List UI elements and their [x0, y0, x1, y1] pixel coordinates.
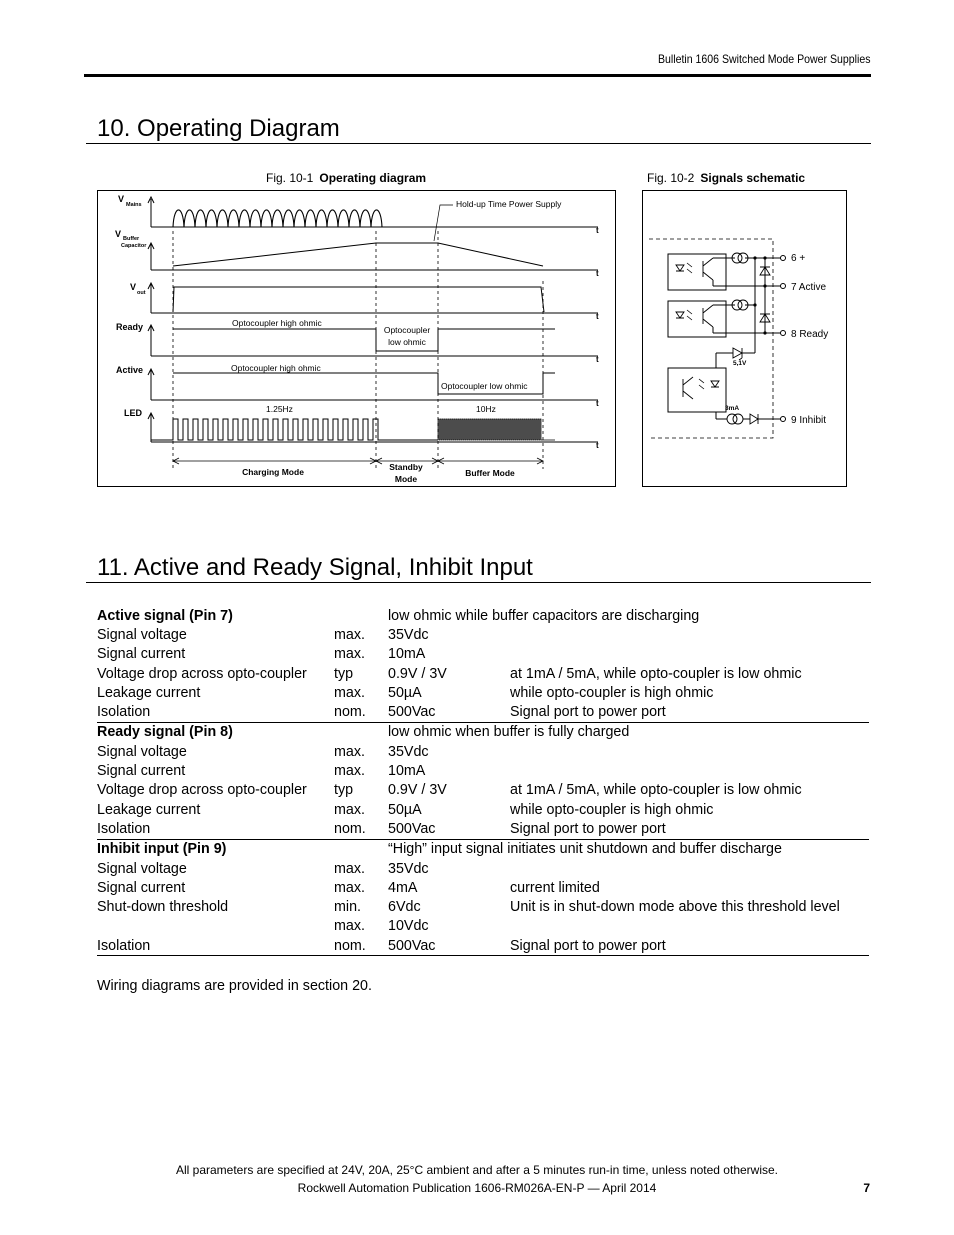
spec-value: 50µA: [388, 801, 422, 818]
spec-row: [97, 664, 869, 683]
spec-note: while opto-coupler is high ohmic: [510, 684, 714, 701]
buffer-voltage-trace: [173, 243, 543, 266]
label-v-out-sub: out: [137, 290, 146, 296]
label-opto-low-ready-2: low ohmic: [388, 337, 426, 347]
pin-7-label: 7 Active: [791, 282, 827, 293]
optocoupler-inhibit: [668, 368, 726, 412]
label-v-mains: V: [118, 194, 125, 204]
spec-param: Signal current: [97, 646, 186, 663]
spec-cond: typ: [334, 782, 354, 799]
spec-row: [97, 878, 869, 897]
spec-value: 35Vdc: [388, 860, 429, 877]
spec-cond: max.: [334, 684, 365, 701]
spec-row: [97, 917, 869, 936]
spec-cond: [334, 606, 388, 625]
spec-group-header: [97, 606, 869, 625]
spec-param: Signal current: [97, 763, 186, 780]
spec-group-header: [97, 839, 869, 859]
signal-spec-table: [97, 606, 869, 956]
spec-note: Signal port to power port: [510, 702, 869, 722]
spec-cond: nom.: [334, 819, 388, 839]
t-label-1: t: [596, 226, 599, 235]
running-header: Bulletin 1606 Switched Mode Power Supplies: [657, 52, 870, 66]
spec-value: “High” input signal initiates unit shutdown and buffer discharge: [388, 841, 782, 858]
optocoupler-ready: [668, 301, 726, 337]
label-v-buffer: V: [115, 229, 122, 239]
footer-note: All parameters are specified at 24V, 20A, 25°C ambient and after a 5 minutes run-in time, unless noted otherwise.: [175, 1163, 778, 1177]
page-number: 7: [863, 1181, 870, 1195]
label-ready: Ready: [116, 322, 144, 332]
spec-value: 6Vdc: [388, 899, 421, 916]
spec-param: Isolation: [97, 936, 334, 956]
spec-value: 500Vac: [388, 702, 510, 722]
section-11-title: 11. Active and Ready Signal, Inhibit Input: [97, 554, 533, 581]
spec-cond: max.: [334, 646, 365, 663]
spec-group-header: [97, 722, 869, 742]
spec-note: at 1mA / 5mA, while opto-coupler is low ohmic: [510, 665, 802, 682]
label-v-out: V: [130, 282, 137, 292]
ready-trace: [173, 329, 555, 351]
holdup-pointer: [434, 205, 453, 241]
spec-note: [510, 742, 869, 761]
spec-cond: max.: [334, 763, 365, 780]
spec-row: [97, 781, 869, 800]
spec-param: Inhibit input (Pin 9): [97, 841, 227, 858]
spec-cond: max.: [334, 860, 365, 877]
label-v-buffer-sub1: Buffer: [123, 236, 140, 242]
spec-cond: max.: [334, 801, 365, 818]
spec-value: 35Vdc: [388, 743, 429, 760]
spec-param: Signal voltage: [97, 626, 187, 643]
label-mode-standby-1: Standby: [389, 462, 423, 472]
spec-param: Voltage drop across opto-coupler: [97, 665, 307, 682]
spec-row: [97, 742, 869, 761]
spec-note: Unit is in shut-down mode above this threshold level: [510, 899, 840, 916]
spec-param: Leakage current: [97, 801, 201, 818]
spec-note: [510, 625, 869, 644]
spec-param: [97, 917, 334, 936]
spec-cond: max.: [334, 626, 365, 643]
mains-waveform: [173, 210, 382, 227]
t-label-5: t: [596, 399, 599, 408]
spec-note: Signal port to power port: [510, 819, 869, 839]
operating-diagram: [97, 190, 616, 487]
label-active: Active: [116, 365, 144, 375]
fig-10-1-number: Fig. 10-1: [266, 171, 314, 185]
section-11-rule: [86, 582, 871, 583]
spec-value: 500Vac: [388, 936, 510, 956]
header-rule: [84, 74, 871, 77]
spec-row: [97, 859, 869, 878]
pin-9-label: 9 Inhibit: [791, 415, 827, 426]
label-v-buffer-sub2: Capacitor: [121, 243, 147, 249]
label-opto-high-ready: Optocoupler high ohmic: [232, 318, 322, 328]
spec-value: 10mA: [388, 646, 426, 663]
spec-row: [97, 645, 869, 664]
t-label-4: t: [596, 355, 599, 364]
spec-cond: max.: [334, 918, 365, 935]
section-10-title: 10. Operating Diagram: [97, 115, 340, 142]
spec-param: Isolation: [97, 702, 334, 722]
signals-schematic-svg: [643, 191, 846, 486]
t-label-6: t: [596, 441, 599, 450]
label-led: LED: [124, 408, 142, 418]
fig-10-1-title: Operating diagram: [319, 171, 427, 185]
spec-value: 4mA: [388, 879, 418, 896]
t-label-3: t: [596, 312, 599, 321]
spec-row: [97, 800, 869, 819]
spec-note: current limited: [510, 879, 600, 896]
spec-note: Signal port to power port: [510, 936, 869, 956]
zener-label: 5,1V: [733, 360, 747, 367]
spec-param: Signal voltage: [97, 860, 187, 877]
label-freq-fast: 10Hz: [476, 404, 496, 414]
operating-diagram-svg: [98, 191, 615, 486]
spec-param: Ready signal (Pin 8): [97, 724, 233, 741]
spec-note: [510, 761, 869, 780]
label-opto-low-active: Optocoupler low ohmic: [441, 381, 528, 391]
spec-value: 500Vac: [388, 819, 510, 839]
spec-cond: [334, 839, 388, 859]
spec-cond: [334, 722, 388, 742]
vout-trace: [173, 287, 544, 312]
spec-note: [510, 859, 869, 878]
spec-param: Isolation: [97, 819, 334, 839]
label-holdup: Hold-up Time Power Supply: [456, 199, 562, 209]
spec-value: 50µA: [388, 684, 422, 701]
spec-cond: min.: [334, 899, 362, 916]
spec-value: 10mA: [388, 763, 426, 780]
wiring-note: Wiring diagrams are provided in section 20.: [97, 978, 372, 994]
fig-10-2-title: Signals schematic: [700, 171, 806, 185]
spec-note: while opto-coupler is high ohmic: [510, 801, 714, 818]
t-label-2: t: [596, 269, 599, 278]
spec-value: low ohmic while buffer capacitors are discharging: [388, 607, 700, 624]
spec-note: [510, 917, 869, 936]
fig-10-1-caption: [266, 171, 426, 185]
spec-row: [97, 819, 869, 839]
spec-param: Signal current: [97, 879, 186, 896]
label-opto-high-active: Optocoupler high ohmic: [231, 363, 321, 373]
label-mode-charging: Charging Mode: [242, 467, 304, 477]
fig-10-2-caption: [647, 171, 805, 185]
spec-cond: nom.: [334, 936, 388, 956]
spec-value: 35Vdc: [388, 626, 429, 643]
spec-cond: typ: [334, 665, 354, 682]
spec-param: Voltage drop across opto-coupler: [97, 782, 307, 799]
spec-row: [97, 625, 869, 644]
spec-param: Shut-down threshold: [97, 899, 229, 916]
led-fast-blink: [438, 419, 555, 440]
label-freq-slow: 1.25Hz: [266, 404, 293, 414]
led-slow-blink: [151, 419, 438, 440]
spec-note: [510, 645, 869, 664]
footer-publication: Rockwell Automation Publication 1606-RM026A-EN-P — April 2014: [297, 1181, 657, 1195]
spec-row: [97, 683, 869, 702]
spec-param: Signal voltage: [97, 743, 187, 760]
spec-cond: nom.: [334, 702, 388, 722]
current-label: 3mA: [725, 405, 740, 412]
spec-row: [97, 761, 869, 780]
signals-schematic: [642, 190, 847, 487]
spec-row: [97, 702, 869, 722]
pin-6-label: 6 +: [791, 253, 806, 264]
label-v-mains-sub: Mains: [126, 202, 142, 208]
spec-value: low ohmic when buffer is fully charged: [388, 724, 630, 741]
spec-value: 0.9V / 3V: [388, 665, 447, 682]
pin-8-label: 8 Ready: [791, 329, 829, 340]
spec-cond: max.: [334, 743, 365, 760]
optocoupler-active: [668, 254, 726, 290]
spec-note: at 1mA / 5mA, while opto-coupler is low ohmic: [510, 782, 802, 799]
spec-cond: max.: [334, 879, 365, 896]
label-opto-low-ready-1: Optocoupler: [383, 325, 431, 335]
fig-10-2-number: Fig. 10-2: [647, 171, 695, 185]
spec-value: 0.9V / 3V: [388, 782, 447, 799]
label-mode-standby-2: Mode: [394, 474, 418, 484]
section-10-rule: [86, 143, 871, 144]
spec-param: Active signal (Pin 7): [97, 607, 233, 624]
spec-value: 10Vdc: [388, 918, 429, 935]
spec-row: [97, 897, 869, 916]
label-mode-buffer: Buffer Mode: [465, 468, 515, 478]
spec-row: [97, 936, 869, 956]
spec-param: Leakage current: [97, 684, 201, 701]
